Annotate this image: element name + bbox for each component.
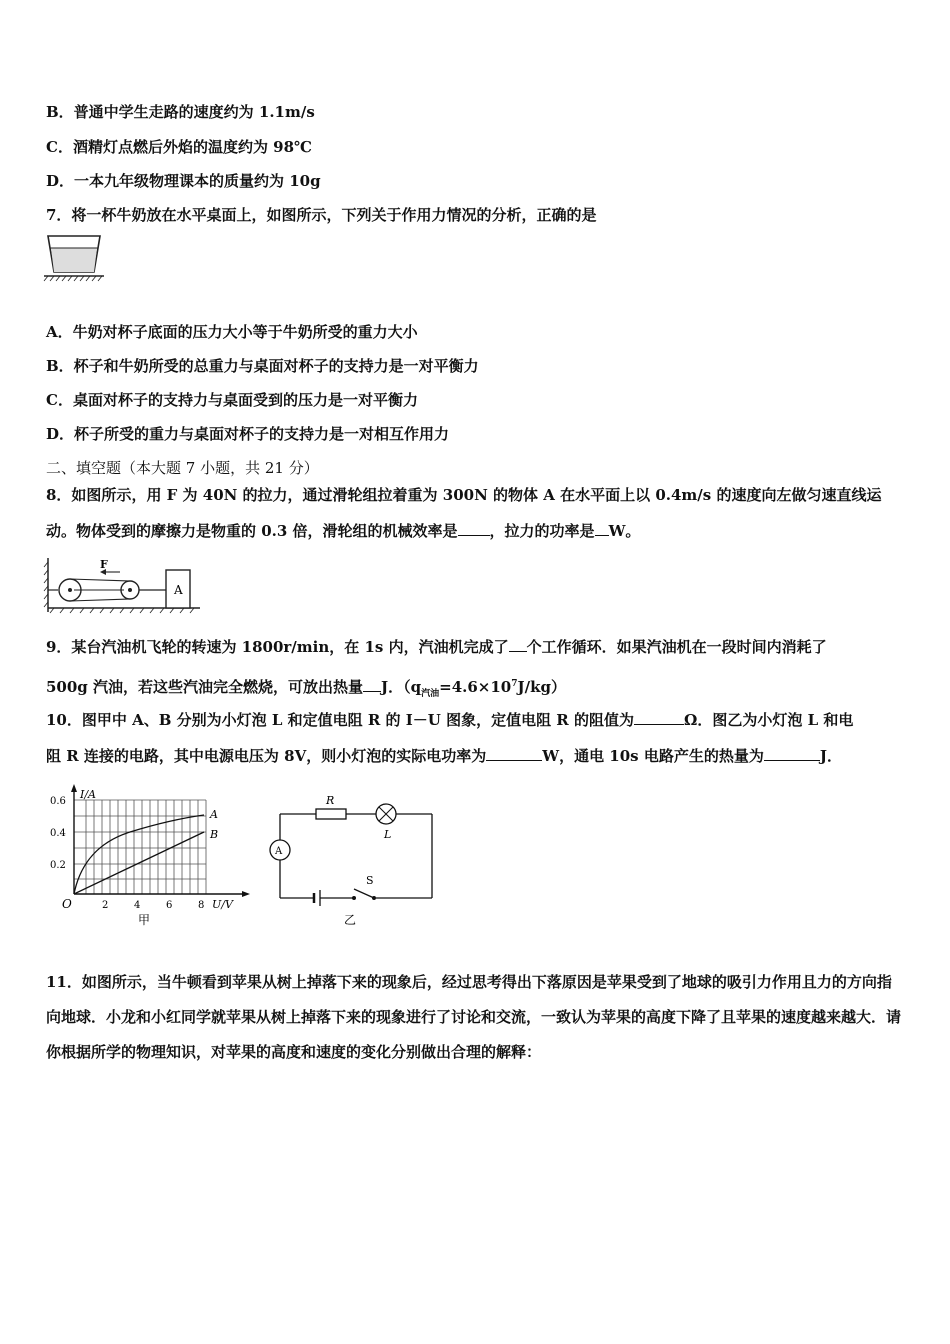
q7-option-a: A．牛奶对杯子底面的压力大小等于牛奶所受的重力大小: [46, 323, 418, 341]
x-tick-8: 8: [198, 900, 205, 911]
q8-line-2: [46, 521, 640, 541]
circuit-caption: 乙: [344, 913, 357, 927]
x-axis-label: U/V: [212, 898, 233, 911]
section-heading: 二、填空题（本大题 7 小题，共 21 分）: [46, 459, 319, 477]
q10-blank-heat[interactable]: [764, 746, 820, 761]
q8-line-1: 8．如图所示，用 F 为 40N 的拉力，通过滑轮组拉着重为 300N 的物体 A 在水平面上以 0.4m/s 的速度向左做匀速直线运: [46, 486, 882, 504]
q9-blank-cycles[interactable]: [509, 637, 527, 652]
q10-text-e: J．: [819, 747, 842, 765]
y-tick-0-4: 0.4: [50, 828, 66, 839]
q9-text-c: 500g 汽油，若这些汽油完全燃烧，可放出热量: [46, 678, 364, 696]
y-tick-0-6: 0.6: [50, 796, 66, 807]
q9-text-f: J/kg）: [517, 678, 566, 696]
q9-text-e: =4.6×10: [439, 678, 512, 696]
q8-text-c: W。: [608, 522, 641, 540]
q7-option-d: D．杯子所受的重力与桌面对杯子的支持力是一对相互作用力: [46, 425, 450, 443]
resistor-label: R: [326, 794, 335, 807]
q10-blank-power[interactable]: [486, 746, 542, 761]
q8-blank-efficiency[interactable]: [458, 521, 490, 536]
q10-line-2: [46, 746, 842, 766]
q10-blank-resistance[interactable]: [634, 710, 684, 725]
x-tick-4: 4: [134, 900, 141, 911]
lamp-label: L: [384, 828, 392, 841]
q10-text-b: Ω．图乙为小灯泡 L 和电: [684, 711, 854, 729]
milk-cup-figure: [44, 232, 104, 284]
q9-text-b: 个工作循环．如果汽油机在一段时间内消耗了: [526, 638, 827, 656]
q9-superscript: 7: [511, 679, 518, 689]
q10-text-d: W，通电 10s 电路产生的热量为: [542, 747, 764, 765]
pulley-figure: [44, 556, 204, 616]
q11-text: 11．如图所示，当牛顿看到苹果从树上掉落下来的现象后，经过思考得出下落原因是苹果受到了地球的吸引力作用且力的方向指向地球．小龙和小红同学就苹果从树上掉落下来的现象进行了讨论和交流，一致认为苹果的高度下降了且苹果的速度越来越大．请你根据所学的物理知识，对苹果的高度和速度的变化分别做出合理的解释：: [46, 973, 902, 1061]
curve-b-label: B: [210, 828, 219, 841]
q8-text-a: 动。物体受到的摩擦力是物重的 0.3 倍，滑轮组的机械效率是: [46, 522, 458, 540]
q7-option-c: C．桌面对杯子的支持力与桌面受到的压力是一对平衡力: [46, 391, 418, 409]
q7-option-b: B．杯子和牛奶所受的总重力与桌面对杯子的支持力是一对平衡力: [46, 357, 479, 375]
q6-option-d: D．一本九年级物理课本的质量约为 10g: [46, 172, 321, 190]
circuit-diagram: [262, 792, 442, 932]
q6-option-c: C．酒精灯点燃后外焰的温度约为 98℃: [46, 138, 313, 156]
q10-text-c: 阻 R 连接的电路，其中电源电压为 8V，则小灯泡的实际电功率为: [46, 747, 487, 765]
origin-label: O: [62, 897, 72, 911]
y-tick-0-2: 0.2: [50, 860, 66, 871]
graph-caption: 甲: [138, 913, 151, 927]
q8-blank-power[interactable]: [595, 521, 609, 536]
q9-text-d: J．（q: [381, 678, 422, 696]
x-tick-2: 2: [102, 900, 109, 911]
q9-blank-heat[interactable]: [363, 677, 381, 692]
curve-a-label: A: [210, 808, 218, 821]
q10-line-1: [46, 710, 853, 730]
switch-label: S: [366, 874, 374, 887]
y-axis-label: I/A: [80, 788, 96, 801]
ammeter-label: A: [275, 846, 283, 857]
q10-text-a: 10．图甲中 A、B 分别为小灯泡 L 和定值电阻 R 的 I－U 图象，定值电阻 R 的阻值为: [46, 711, 634, 729]
q8-text-b: ，拉力的功率是: [489, 522, 595, 540]
block-a-label: A: [174, 583, 183, 597]
q7-stem: 7．将一杯牛奶放在水平桌面上，如图所示，下列关于作用力情况的分析，正确的是: [46, 206, 597, 224]
x-tick-6: 6: [166, 900, 173, 911]
q9-subscript: 汽油: [421, 689, 440, 699]
q6-option-b: B．普通中学生走路的速度约为 1.1m/s: [46, 103, 315, 121]
q9-text-a: 9．某台汽油机飞轮的转速为 1800r/min，在 1s 内，汽油机完成了: [46, 638, 509, 656]
force-label: F: [100, 558, 108, 571]
iu-graph: [46, 782, 256, 930]
q9-line-2: [46, 674, 566, 704]
q9-line-1: [46, 637, 827, 657]
